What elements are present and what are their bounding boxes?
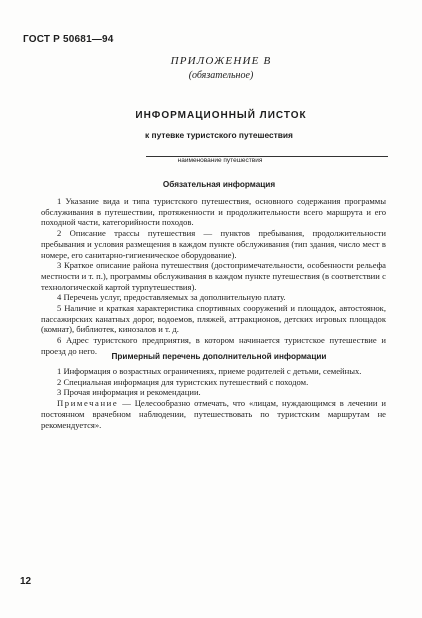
standard-code: ГОСТ Р 50681—94 [23,34,114,45]
mandatory-item: 1 Указание вида и типа туристского путешествия, основного содержания программы обслуживания в путешествии, протяженности и продолжительности всего маршрута и его походной части, категорийности походов. [41,196,386,228]
sheet-subtitle: к путевке туристского путешествия [145,130,293,140]
optional-item: 3 Прочая информация и рекомендации. [57,387,201,398]
note-lead: Примечание [57,398,119,409]
note-paragraph [41,398,386,430]
mandatory-item: 5 Наличие и краткая характеристика спортивных сооружений и площадок, автостоянок, пассажирских канатных дорог, водоемов, пляжей, аттракционов, детских игровых площадок (комнат), библиотек, кинозалов и т. д. [41,303,386,335]
appendix-status: (обязательное) [188,70,254,81]
optional-info-heading: Примерный перечень дополнительной информации [111,352,327,361]
trip-name-caption: наименование путешествия [177,157,263,164]
mandatory-info-list [41,196,386,357]
page-number: 12 [20,576,32,587]
appendix-title: ПРИЛОЖЕНИЕ В [170,55,272,67]
optional-item: 1 Информация о возрастных ограничениях, приеме родителей с детьми, семейных. [57,366,362,376]
mandatory-item: 6 Адрес туристского предприятия, в котором начинается туристское путешествие и проезд до него. [41,335,386,356]
mandatory-item: 4 Перечень услуг, предоставляемых за дополнительную плату. [57,292,286,303]
optional-item: 2 Специальная информация для туристских путешествий с походом. [57,376,309,387]
mandatory-item: 2 Описание трассы путешествия — пунктов пребывания, продолжительности пребывания и условия размещения в каждом пункте обслуживания (тип здания, число мест в номере, его санитарно-гигиеническое оборудование). [41,228,386,260]
mandatory-info-heading: Обязательная информация [162,180,276,189]
note-text: — Целесообразно отмечать, что «лицам, нуждающимся в лечении и постоянном врачебном наблюдении, путешествовать по туристским маршрутам не рекомендуется». [41,398,386,430]
mandatory-item: 3 Краткое описание района путешествия (достопримечательности, особенности рельефа местности и т. п.), программы обслуживания в каждом пункте путешествия (в соответствии с технологической картой турпутешествия). [41,260,386,292]
optional-info-list [41,366,386,430]
sheet-title: ИНФОРМАЦИОННЫЙ ЛИСТОК [135,110,307,121]
